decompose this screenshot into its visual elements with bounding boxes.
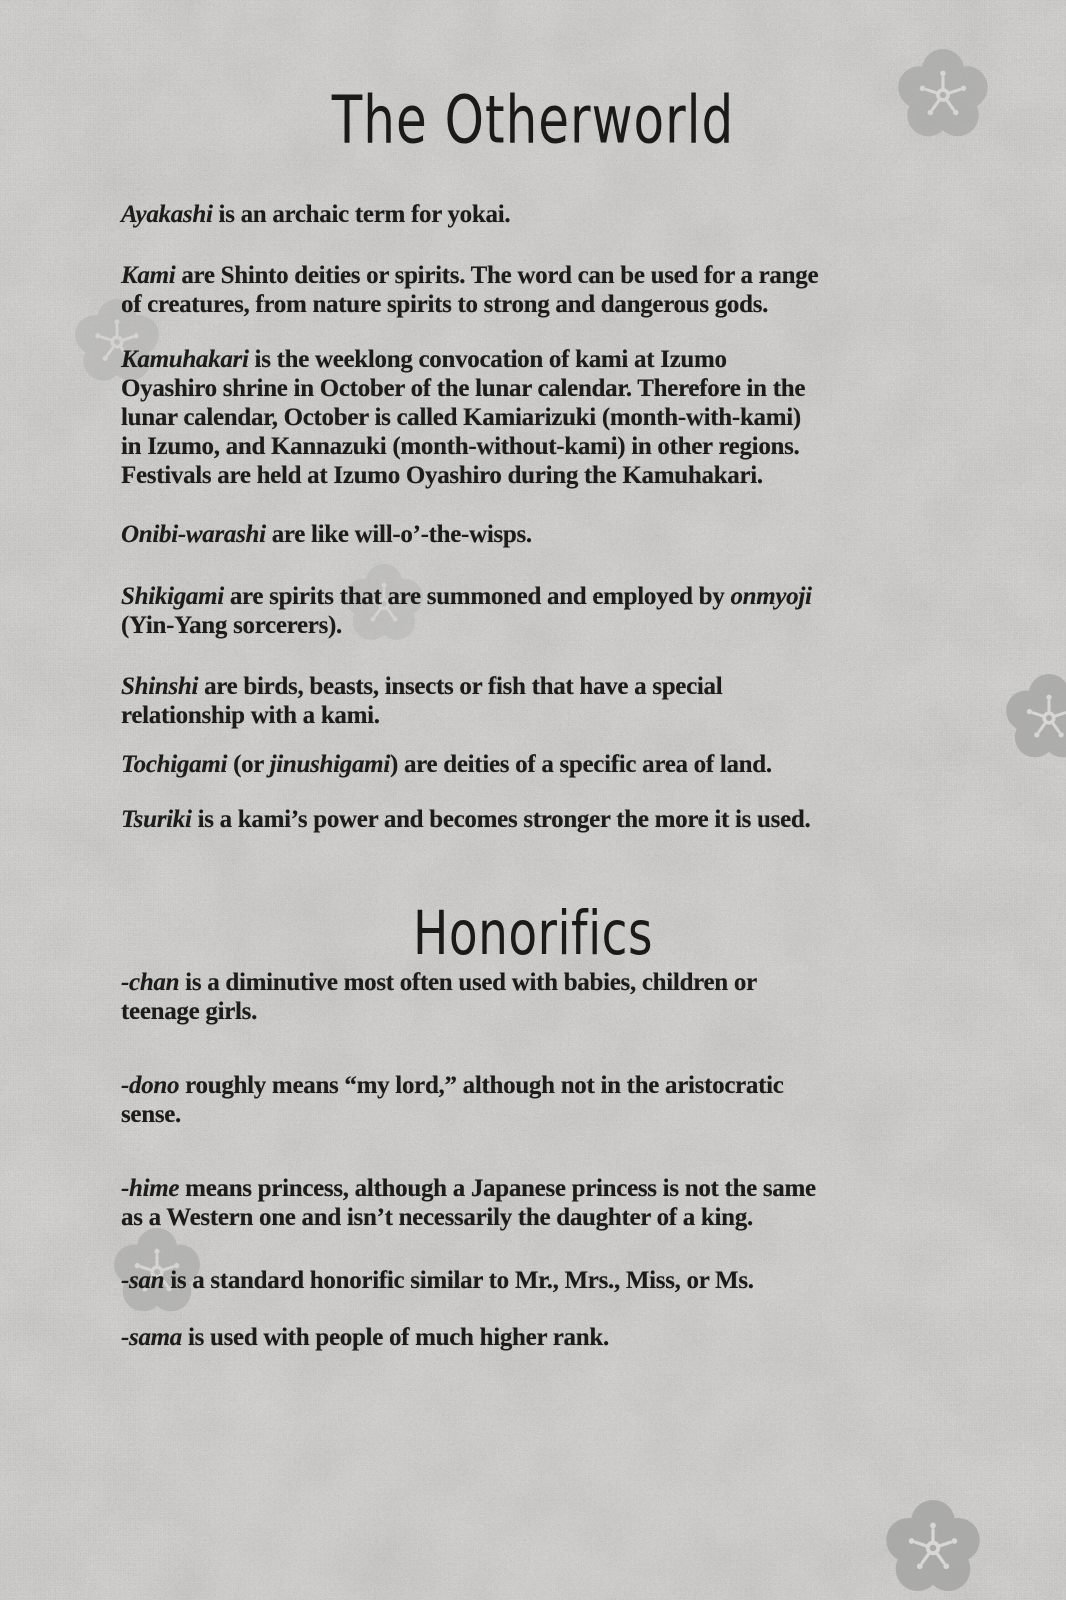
term-text: Onibi-warashi xyxy=(121,521,266,548)
text-line xyxy=(121,1266,754,1295)
term-text: Tochigami xyxy=(121,751,228,778)
body-text: lunar calendar, October is called Kamiarizuki (month-with-kami) xyxy=(121,404,801,431)
body-text: are birds, beasts, insects or fish that have a special xyxy=(198,673,723,700)
text-line xyxy=(121,403,805,432)
text-line xyxy=(121,432,805,461)
text-line xyxy=(121,1100,784,1129)
body-text: are like will-o’-the-wisps. xyxy=(265,521,532,548)
body-text: Oyashiro shrine in October of the lunar calendar. Therefore in the xyxy=(121,375,806,402)
paragraph xyxy=(121,345,805,490)
term-text: -chan xyxy=(121,969,180,996)
body-text: is a diminutive most often used with babies, children or xyxy=(179,969,757,996)
body-text: is a kami’s power and becomes stronger the more it is used. xyxy=(191,806,811,833)
paragraph xyxy=(121,968,757,1026)
term-text: -hime xyxy=(121,1175,180,1202)
paragraph xyxy=(121,1071,784,1129)
body-text: ) are deities of a specific area of land. xyxy=(389,751,772,778)
text-line xyxy=(121,1323,609,1352)
body-text: roughly means “my lord,” although not in the aristocratic xyxy=(179,1072,784,1099)
section-heading-honorifics: Honorifics xyxy=(413,898,653,970)
text-line xyxy=(121,290,818,319)
paragraph xyxy=(121,805,810,834)
body-text: in Izumo, and Kannazuki (month-without-kami) in other regions. xyxy=(121,433,800,460)
paragraph xyxy=(121,1174,816,1232)
text-line xyxy=(121,345,805,374)
text-line xyxy=(121,672,722,701)
term-text: Shikigami xyxy=(121,583,224,610)
text-line xyxy=(121,968,757,997)
body-text: is used with people of much higher rank. xyxy=(182,1324,609,1351)
body-text: relationship with a kami. xyxy=(121,702,380,729)
term-text: jinushigami xyxy=(269,751,390,778)
text-line xyxy=(121,374,805,403)
paragraph xyxy=(121,520,532,549)
text-line xyxy=(121,1174,816,1203)
text-line xyxy=(121,461,805,490)
term-text: Shinshi xyxy=(121,673,199,700)
body-text: means princess, although a Japanese princess is not the same xyxy=(179,1175,816,1202)
text-line xyxy=(121,750,772,779)
text-line xyxy=(121,520,532,549)
text-line xyxy=(121,805,810,834)
paragraph xyxy=(121,200,510,229)
text-line xyxy=(121,997,757,1026)
paragraph xyxy=(121,582,812,640)
term-text: -dono xyxy=(121,1072,180,1099)
paragraph xyxy=(121,750,772,779)
body-text: are Shinto deities or spirits. The word can be used for a range xyxy=(175,262,819,289)
body-text: (or xyxy=(227,751,270,778)
paragraph xyxy=(121,672,722,730)
text-line xyxy=(121,582,812,611)
body-text: is an archaic term for yokai. xyxy=(212,201,511,228)
term-text: -san xyxy=(121,1267,165,1294)
text-line xyxy=(121,1071,784,1100)
body-text: sense. xyxy=(121,1101,182,1128)
body-text: are spirits that are summoned and employed by xyxy=(223,583,731,610)
text-line xyxy=(121,611,812,640)
text-line xyxy=(121,261,818,290)
body-text: of creatures, from nature spirits to strong and dangerous gods. xyxy=(121,291,769,318)
body-text: as a Western one and isn’t necessarily the daughter of a king. xyxy=(121,1204,753,1231)
body-text: Festivals are held at Izumo Oyashiro during the Kamuhakari. xyxy=(121,462,763,489)
text-line xyxy=(121,200,510,229)
term-text: Kami xyxy=(121,262,176,289)
paragraph xyxy=(121,1266,754,1295)
text-line xyxy=(121,1203,816,1232)
paragraph xyxy=(121,261,818,319)
term-text: Tsuriki xyxy=(121,806,192,833)
term-text: Ayakashi xyxy=(121,201,213,228)
term-text: -sama xyxy=(121,1324,183,1351)
term-text: onmyoji xyxy=(730,583,812,610)
section-heading-otherworld: The Otherworld xyxy=(331,81,735,159)
body-text: is a standard honorific similar to Mr., Mrs., Miss, or Ms. xyxy=(164,1267,754,1294)
body-text: is the weeklong convocation of kami at Izumo xyxy=(248,346,727,373)
text-line xyxy=(121,701,722,730)
body-text: teenage girls. xyxy=(121,998,258,1025)
body-text: (Yin-Yang sorcerers). xyxy=(121,612,342,639)
term-text: Kamuhakari xyxy=(121,346,249,373)
paragraph xyxy=(121,1323,609,1352)
